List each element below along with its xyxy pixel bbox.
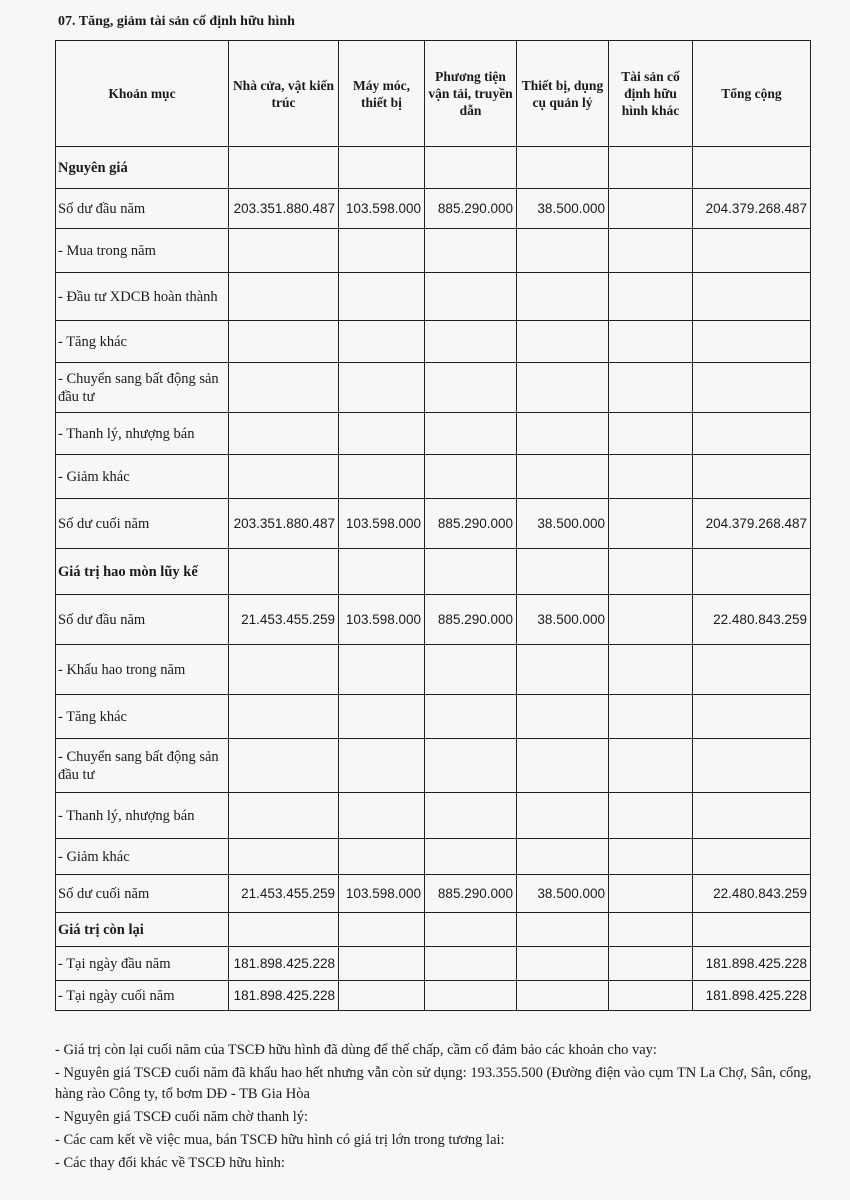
row-label: - Chuyển sang bất động sản đầu tư <box>56 363 229 413</box>
row-label: - Tăng khác <box>56 695 229 739</box>
row-label: - Thanh lý, nhượng bán <box>56 413 229 455</box>
table-row <box>56 595 811 645</box>
value-cell <box>693 321 811 363</box>
table-row <box>56 793 811 839</box>
row-label: Giá trị còn lại <box>56 913 229 947</box>
value-cell: 38.500.000 <box>517 875 609 913</box>
value-cell <box>229 739 339 793</box>
value-cell <box>517 273 609 321</box>
value-cell <box>517 455 609 499</box>
value-cell <box>339 273 425 321</box>
row-label: - Giảm khác <box>56 839 229 875</box>
value-cell <box>609 913 693 947</box>
value-cell <box>693 273 811 321</box>
value-cell <box>339 321 425 363</box>
table-row <box>56 947 811 981</box>
value-cell <box>339 913 425 947</box>
value-cell <box>609 793 693 839</box>
value-cell <box>339 793 425 839</box>
value-cell: 181.898.425.228 <box>693 981 811 1011</box>
value-cell <box>229 549 339 595</box>
value-cell <box>339 147 425 189</box>
value-cell <box>693 147 811 189</box>
row-label: - Tại ngày đầu năm <box>56 947 229 981</box>
section-title: 07. Tăng, giảm tài sản cố định hữu hình <box>58 14 295 29</box>
value-cell <box>425 455 517 499</box>
value-cell <box>339 455 425 499</box>
table-row <box>56 363 811 413</box>
value-cell <box>609 839 693 875</box>
value-cell <box>609 739 693 793</box>
value-cell <box>229 839 339 875</box>
value-cell <box>693 695 811 739</box>
value-cell <box>339 695 425 739</box>
table-row <box>56 229 811 273</box>
value-cell <box>425 947 517 981</box>
value-cell: 103.598.000 <box>339 189 425 229</box>
row-label: - Đầu tư XDCB hoàn thành <box>56 273 229 321</box>
value-cell <box>517 229 609 273</box>
value-cell <box>693 645 811 695</box>
row-label: - Mua trong năm <box>56 229 229 273</box>
table-row <box>56 273 811 321</box>
value-cell <box>609 981 693 1011</box>
value-cell <box>609 189 693 229</box>
header-cell: Phương tiện vận tải, truyền dẫn <box>425 41 517 147</box>
value-cell <box>609 875 693 913</box>
table-row <box>56 981 811 1011</box>
value-cell <box>339 363 425 413</box>
value-cell <box>517 913 609 947</box>
value-cell <box>609 595 693 645</box>
header-cell: Nhà cửa, vật kiến trúc <box>229 41 339 147</box>
value-cell: 885.290.000 <box>425 189 517 229</box>
value-cell <box>517 793 609 839</box>
value-cell <box>693 413 811 455</box>
table-row <box>56 645 811 695</box>
value-cell <box>609 321 693 363</box>
value-cell <box>229 793 339 839</box>
value-cell <box>339 947 425 981</box>
row-label: - Thanh lý, nhượng bán <box>56 793 229 839</box>
value-cell <box>693 793 811 839</box>
notes-section <box>55 1040 815 1176</box>
value-cell <box>609 413 693 455</box>
value-cell <box>425 739 517 793</box>
value-cell <box>425 413 517 455</box>
value-cell: 181.898.425.228 <box>229 947 339 981</box>
value-cell <box>693 739 811 793</box>
value-cell <box>339 839 425 875</box>
value-cell <box>229 413 339 455</box>
value-cell <box>517 981 609 1011</box>
value-cell <box>229 695 339 739</box>
value-cell <box>339 229 425 273</box>
table-row <box>56 499 811 549</box>
value-cell <box>517 739 609 793</box>
value-cell <box>517 645 609 695</box>
value-cell: 103.598.000 <box>339 499 425 549</box>
value-cell <box>693 363 811 413</box>
value-cell: 204.379.268.487 <box>693 499 811 549</box>
value-cell <box>229 913 339 947</box>
row-label: - Giảm khác <box>56 455 229 499</box>
note-line: - Các thay đổi khác về TSCĐ hữu hình: <box>55 1155 285 1171</box>
value-cell <box>425 839 517 875</box>
value-cell <box>609 455 693 499</box>
row-label: - Chuyển sang bất động sản đầu tư <box>56 739 229 793</box>
row-label: Số dư đầu năm <box>56 595 229 645</box>
table-row <box>56 189 811 229</box>
value-cell: 22.480.843.259 <box>693 595 811 645</box>
value-cell <box>425 981 517 1011</box>
value-cell <box>609 645 693 695</box>
value-cell: 38.500.000 <box>517 499 609 549</box>
row-label: Số dư đầu năm <box>56 189 229 229</box>
value-cell <box>609 273 693 321</box>
value-cell <box>339 739 425 793</box>
value-cell <box>229 273 339 321</box>
row-label: Số dư cuối năm <box>56 499 229 549</box>
row-label: Giá trị hao mòn lũy kế <box>56 549 229 595</box>
value-cell <box>425 913 517 947</box>
value-cell: 103.598.000 <box>339 595 425 645</box>
value-cell <box>609 499 693 549</box>
value-cell: 38.500.000 <box>517 595 609 645</box>
row-label: Số dư cuối năm <box>56 875 229 913</box>
value-cell <box>517 695 609 739</box>
value-cell: 204.379.268.487 <box>693 189 811 229</box>
value-cell <box>229 321 339 363</box>
value-cell: 181.898.425.228 <box>693 947 811 981</box>
value-cell <box>517 549 609 595</box>
value-cell <box>517 363 609 413</box>
fixed-assets-table <box>55 40 811 1011</box>
note-line: - Các cam kết về việc mua, bán TSCĐ hữu hình có giá trị lớn trong tương lai: <box>55 1132 505 1148</box>
row-label: Nguyên giá <box>56 147 229 189</box>
table-group-row <box>56 147 811 189</box>
note-line: - Giá trị còn lại cuối năm của TSCĐ hữu hình đã dùng để thế chấp, cầm cố đảm bảo các khoản cho vay: <box>55 1042 657 1058</box>
value-cell <box>339 549 425 595</box>
header-cell: Tài sản cố định hữu hình khác <box>609 41 693 147</box>
value-cell <box>229 229 339 273</box>
value-cell: 103.598.000 <box>339 875 425 913</box>
table-row <box>56 695 811 739</box>
header-cell: Thiết bị, dụng cụ quản lý <box>517 41 609 147</box>
value-cell <box>693 549 811 595</box>
value-cell <box>609 363 693 413</box>
value-cell <box>425 793 517 839</box>
row-label: - Khấu hao trong năm <box>56 645 229 695</box>
value-cell <box>517 147 609 189</box>
value-cell <box>517 839 609 875</box>
value-cell <box>517 321 609 363</box>
value-cell <box>425 229 517 273</box>
value-cell <box>339 981 425 1011</box>
table-header-row <box>56 41 811 147</box>
value-cell <box>693 839 811 875</box>
value-cell <box>425 549 517 595</box>
value-cell: 21.453.455.259 <box>229 595 339 645</box>
table-row <box>56 455 811 499</box>
value-cell <box>425 321 517 363</box>
value-cell: 203.351.880.487 <box>229 499 339 549</box>
value-cell <box>229 363 339 413</box>
value-cell <box>425 273 517 321</box>
table-group-row <box>56 549 811 595</box>
table-row <box>56 839 811 875</box>
value-cell <box>609 229 693 273</box>
value-cell <box>517 947 609 981</box>
value-cell <box>693 455 811 499</box>
value-cell <box>229 147 339 189</box>
table-row <box>56 413 811 455</box>
table-row <box>56 739 811 793</box>
value-cell <box>609 549 693 595</box>
header-cell: Khoản mục <box>56 41 229 147</box>
value-cell <box>425 363 517 413</box>
value-cell <box>609 147 693 189</box>
value-cell <box>693 913 811 947</box>
value-cell <box>609 695 693 739</box>
value-cell: 22.480.843.259 <box>693 875 811 913</box>
value-cell <box>339 645 425 695</box>
value-cell <box>425 147 517 189</box>
value-cell <box>609 947 693 981</box>
row-label: - Tăng khác <box>56 321 229 363</box>
note-line: - Nguyên giá TSCĐ cuối năm đã khấu hao hết nhưng vẫn còn sử dụng: 193.355.500 (Đường điện vào cụm TN La Chợ, Sân, cổng, hàng rào Công ty, tổ bơm DĐ - TB Gia Hòa <box>55 1065 812 1102</box>
value-cell <box>425 695 517 739</box>
table-group-row <box>56 913 811 947</box>
value-cell <box>693 229 811 273</box>
note-line: - Nguyên giá TSCĐ cuối năm chờ thanh lý: <box>55 1109 309 1125</box>
value-cell: 21.453.455.259 <box>229 875 339 913</box>
value-cell <box>425 645 517 695</box>
value-cell: 38.500.000 <box>517 189 609 229</box>
value-cell: 885.290.000 <box>425 499 517 549</box>
value-cell: 885.290.000 <box>425 875 517 913</box>
value-cell: 181.898.425.228 <box>229 981 339 1011</box>
table-row <box>56 875 811 913</box>
value-cell: 203.351.880.487 <box>229 189 339 229</box>
table-row <box>56 321 811 363</box>
row-label: - Tại ngày cuối năm <box>56 981 229 1011</box>
value-cell <box>229 645 339 695</box>
header-cell: Tổng cộng <box>693 41 811 147</box>
value-cell <box>229 455 339 499</box>
value-cell <box>517 413 609 455</box>
value-cell <box>339 413 425 455</box>
value-cell: 885.290.000 <box>425 595 517 645</box>
header-cell: Máy móc, thiết bị <box>339 41 425 147</box>
